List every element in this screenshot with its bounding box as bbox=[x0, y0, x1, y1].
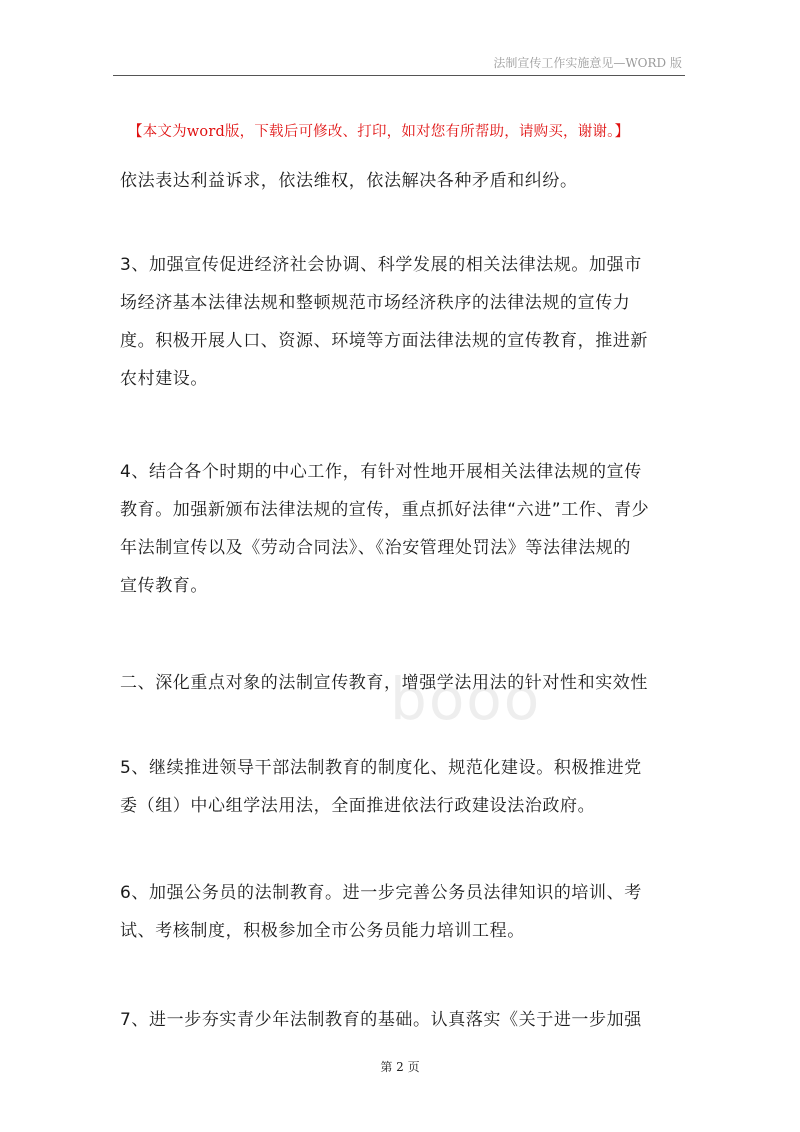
purchase-notice: 【本文为word版，下载后可修改、打印，如对您有所帮助，请购买，谢谢。】 bbox=[128, 124, 630, 140]
text-line: 6、加强公务员的法制教育。进一步完善公务员法律知识的培训、考 bbox=[120, 883, 642, 903]
section-heading-2 bbox=[120, 664, 690, 702]
text-line: 7、进一步夯实青少年法制教育的基础。认真落实《关于进一步加强 bbox=[120, 1010, 642, 1030]
text-line: 场经济基本法律法规和整顿规范市场经济秩序的法律法规的宣传力 bbox=[120, 293, 631, 313]
paragraph-item-7 bbox=[120, 1001, 690, 1039]
running-header: 法制宣传工作实施意见—WORD 版 bbox=[493, 56, 682, 70]
text-line: 试、考核制度，积极参加全市公务员能力培训工程。 bbox=[120, 921, 525, 941]
text-line: 度。积极开展人口、资源、环境等方面法律法规的宣传教育，推进新 bbox=[120, 331, 648, 351]
paragraph-item-4 bbox=[120, 453, 690, 605]
text-line: 农村建设。 bbox=[120, 369, 208, 389]
text-line: 4、结合各个时期的中心工作，有针对性地开展相关法律法规的宣传 bbox=[120, 462, 642, 482]
paragraph-item-3 bbox=[120, 246, 690, 398]
paragraph-item-5 bbox=[120, 749, 690, 825]
text-line: 二、深化重点对象的法制宣传教育，增强学法用法的针对性和实效性 bbox=[120, 673, 648, 693]
text-line: 依法表达利益诉求，依法维权，依法解决各种矛盾和纠纷。 bbox=[120, 171, 578, 191]
text-line: 委（组）中心组学法用法，全面推进依法行政建设法治政府。 bbox=[120, 796, 596, 816]
text-line: 宣传教育。 bbox=[120, 576, 208, 596]
watermark: booo bbox=[390, 665, 542, 733]
paragraph-item-6 bbox=[120, 874, 690, 950]
paragraph-1 bbox=[120, 162, 690, 200]
text-line: 年法制宣传以及《劳动合同法》、《治安管理处罚法》等法律法规的 bbox=[120, 538, 631, 558]
page-number: 第 2 页 bbox=[380, 1060, 420, 1074]
header-rule bbox=[113, 75, 685, 76]
text-line: 5、继续推进领导干部法制教育的制度化、规范化建设。积极推进党 bbox=[120, 758, 642, 778]
text-line: 3、加强宣传促进经济社会协调、科学发展的相关法律法规。加强市 bbox=[120, 255, 642, 275]
text-line: 教育。加强新颁布法律法规的宣传，重点抓好法律“六进”工作、青少 bbox=[120, 500, 650, 520]
